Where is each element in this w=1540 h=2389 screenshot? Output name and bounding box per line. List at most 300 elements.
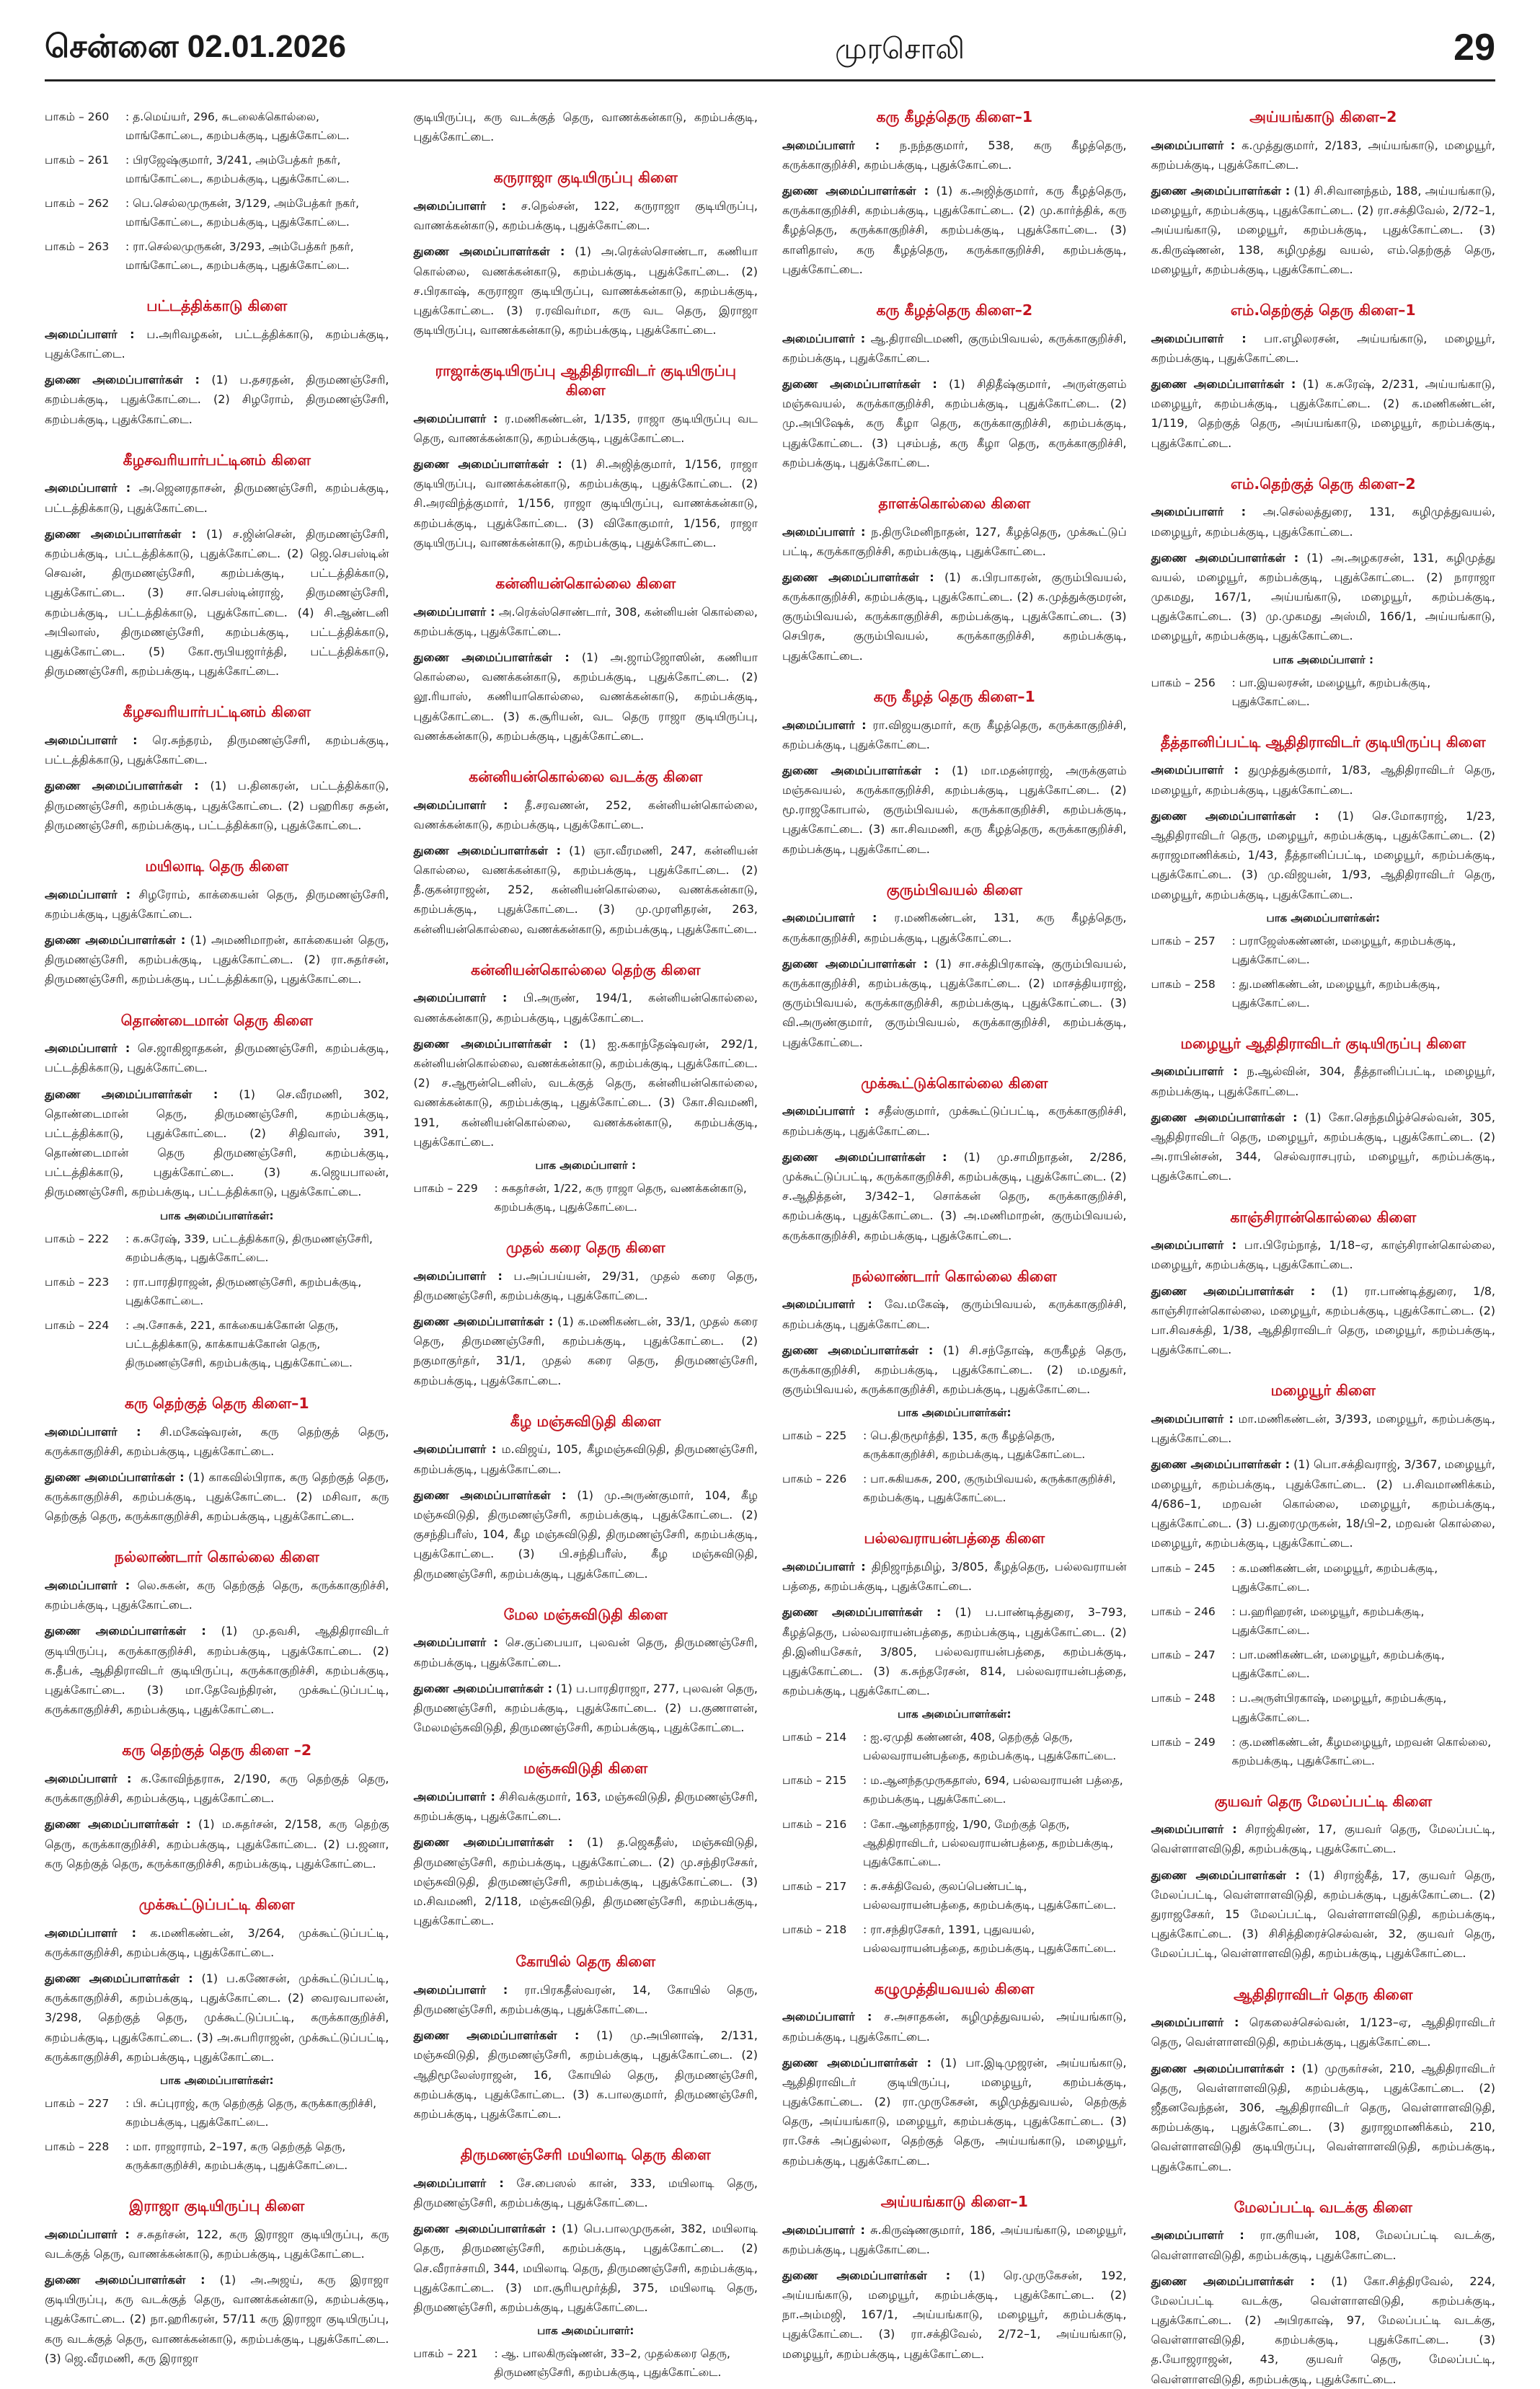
booth-part-row bbox=[782, 1920, 1127, 1958]
branch-heading: பட்டத்திக்காடு கிளை bbox=[146, 297, 288, 315]
office-bearer-entry bbox=[1151, 136, 1496, 175]
booth-part-holder: : த.மெய்யர், 296, சுடலைக்கொல்லை, மாங்கோட்டை, கறம்பக்குடி, புதுக்கோட்டை. bbox=[125, 110, 350, 143]
role-holders: ரா.விஜயகுமார், கரு கீழத்தெரு, கருக்காகுறிச்சி, கறம்பக்குடி, புதுக்கோட்டை. bbox=[782, 717, 1127, 751]
column-4 bbox=[1151, 107, 1496, 2386]
booth-part-row bbox=[782, 1877, 1127, 1915]
role-label: அமைப்பாளர் : bbox=[45, 1041, 130, 1056]
role-label: அமைப்பாளர் : bbox=[45, 1772, 132, 1786]
branch-section bbox=[45, 1741, 389, 1873]
office-bearer-entry bbox=[782, 2220, 1127, 2259]
newspaper-name: முரசொலி bbox=[835, 32, 965, 66]
role-holders: ந.ஆல்வின், 304, தீத்தானிப்பட்டி, மழையூர், கறம்பக்குடி, புதுக்கோட்டை. bbox=[1151, 1064, 1496, 1098]
role-holders: (1) அமணிமாறன், காக்கையன் தெரு, திருமணஞ்சேரி, கறம்பக்குடி, புதுக்கோட்டை. (2) ரா.சுதர்சன், திருமணஞ்சேரி, கறம்பக்குடி, பட்டத்திக்காடு, புதுக்கோட்டை. bbox=[45, 932, 389, 986]
office-bearer-entry bbox=[782, 715, 1127, 754]
office-bearer-entry bbox=[414, 2219, 758, 2317]
role-label: துணை அமைப்பாளர்கள் : bbox=[1151, 1868, 1300, 1882]
branch-heading: நல்லாண்டார் கொல்லை கிளை bbox=[114, 1548, 319, 1566]
booth-part-holder: : பா.இயலரசன், மழையூர், கறம்பக்குடி, புதுக்கோட்டை. bbox=[1231, 676, 1431, 708]
branch-section bbox=[1151, 301, 1496, 453]
branch-heading: மயிலாடி தெரு கிளை bbox=[145, 857, 289, 875]
booth-part-holder: : அ.சோசுக், 221, காக்கையக்கோன் தெரு, பட்டத்திக்காடு, காக்காயக்கோன் தெரு, திருமணஞ்சேரி, கறம்பக்குடி, புதுக்கோட்டை. bbox=[125, 1318, 353, 1369]
office-bearer-entry bbox=[414, 602, 758, 641]
branch-heading: கழுமுத்தியவயல் கிளை bbox=[874, 1979, 1035, 1997]
booth-part-holder: : கு.மணிகண்டன், கீழமழையூர், மறவன் கொல்லை, கறம்பக்குடி, புதுக்கோட்டை. bbox=[1231, 1735, 1492, 1767]
booth-part-row bbox=[782, 1470, 1127, 1507]
role-holders: லெ.சுகன், கரு தெற்குத் தெரு, கருக்காகுறிச்சி, கறம்பக்குடி, புதுக்கோட்டை. bbox=[45, 1578, 389, 1612]
role-holders: குடியிருப்பு, கரு வடக்குத் தெரு, வாணக்கன்காடு, கறம்பக்குடி, புதுக்கோட்டை. bbox=[413, 110, 758, 144]
branch-section bbox=[1151, 733, 1496, 1012]
branch-section bbox=[1151, 1985, 1496, 2176]
role-holders: பி.அருண், 194/1, கன்னியன்கொல்லை, வணக்கன்காடு, கறம்பக்குடி, புதுக்கோட்டை. bbox=[413, 991, 758, 1025]
column-1 bbox=[45, 107, 389, 2367]
role-label: அமைப்பாளர் : bbox=[1151, 505, 1246, 519]
booth-part-row bbox=[1151, 1559, 1496, 1597]
role-holders: (1) மா.மதன்ராஜ், அருக்குளம் மஞ்சுவயல், கருக்காகுறிச்சி, கறம்பக்குடி, புதுக்கோட்டை. (2) மூ.ராஜகோபால், குரும்பிவயல், கருக்காகுறிச்சி, கறம்பக்குடி, புதுக்கோட்டை. (3) கா.சிவமணி, கரு கீழத்தெரு, கருக்காகுறிச்சி, கறம்பக்குடி, புதுக்கோட்டை. bbox=[782, 763, 1127, 856]
branch-section bbox=[1151, 107, 1496, 279]
office-bearer-entry bbox=[414, 648, 758, 746]
office-bearer-entry bbox=[1151, 2271, 1496, 2389]
branch-section bbox=[414, 168, 758, 340]
branch-section bbox=[414, 1952, 758, 2124]
branch-heading: முக்கூட்டுக்கொல்லை கிளை bbox=[861, 1074, 1048, 1092]
office-bearer-entry bbox=[45, 930, 389, 989]
role-holders: (1) சிதிதீஷ்குமார், அருள்குளம் மஞ்சுவயல், கருக்காகுறிச்சி, கறம்பக்குடி, புதுக்கோட்டை. (2) மு.அபிஷேக், கரு கீழா தெரு, கருக்காகுறிச்சி, கறம்பக்குடி, புதுக்கோட்டை. (3) புசம்பத், கரு கீழா தெரு, கருக்காகுறிச்சி, கறம்பக்குடி, புதுக்கோட்டை. bbox=[782, 376, 1127, 469]
page-number: 29 bbox=[1453, 27, 1495, 69]
office-bearer-entry bbox=[45, 1085, 389, 1202]
role-label: அமைப்பாளர் : bbox=[45, 327, 135, 341]
role-label: அமைப்பாளர் : bbox=[413, 1982, 508, 1997]
branch-section bbox=[1151, 1381, 1496, 1770]
office-bearer-entry bbox=[1151, 1108, 1496, 1186]
role-label: அமைப்பாளர் : bbox=[45, 733, 138, 747]
booth-sub-heading: பாக அமைப்பாளர்: bbox=[537, 2324, 634, 2338]
office-bearer-entry bbox=[1151, 181, 1496, 279]
role-holders: ச.சுதர்சன், 122, கரு இராஜா குடியிருப்பு, கரு வடக்குத் தெரு, வாணக்கன்காடு, கறம்பக்குடி, புதுக்கோட்டை. bbox=[45, 2227, 389, 2261]
role-label: துணை அமைப்பாளர்கள் : bbox=[782, 1343, 934, 1357]
booth-part-number: பாகம் – 228 bbox=[45, 2139, 110, 2153]
branch-section bbox=[45, 451, 389, 681]
branch-section bbox=[45, 1394, 389, 1527]
booth-part-number: பாகம் – 262 bbox=[45, 197, 110, 211]
role-holders: க.கோவிந்தராசு, 2/190, கரு தெற்குத் தெரு, கருக்காகுறிச்சி, கறம்பக்குடி, புதுக்கோட்டை. bbox=[45, 1772, 389, 1806]
role-label: அமைப்பாளர் : bbox=[45, 1578, 130, 1593]
role-label: துணை அமைப்பாளர்கள் : bbox=[45, 2273, 205, 2287]
role-label: துணை அமைப்பாளர்கள் : bbox=[413, 2222, 557, 2236]
office-bearer-entry bbox=[414, 795, 758, 834]
booth-part-holder: : பிரஜேஷ்குமார், 3/241, அம்பேத்கர் நகர், மாங்கோட்டை, கறம்பக்குடி, புதுக்கோட்டை. bbox=[125, 154, 350, 186]
role-holders: (1) மு.சாமிநாதன், 2/286, முக்கூட்டுப்பட்டி, கருக்காகுறிச்சி, கறம்பக்குடி, புதுக்கோட்டை. (2) ச.ஆதித்தன், 3/342–1, சொக்கன் தெரு, கருக்காகுறிச்சி, கறம்பக்குடி, புதுக்கோட்டை. (3) அ.மணிமாறன், குரும்பிவயல், கருக்காகுறிச்சி, கறம்பக்குடி, புதுக்கோட்டை. bbox=[782, 1149, 1127, 1242]
booth-part-number: பாகம் – 223 bbox=[45, 1275, 110, 1289]
branch-section bbox=[414, 361, 758, 552]
role-holders: அ.செல்லத்துரை, 131, கழிமுத்துவயல், மழையூர், கறம்பக்குடி, புதுக்கோட்டை. bbox=[1151, 505, 1496, 539]
office-bearer-entry bbox=[1151, 2059, 1496, 2176]
role-holders: (1) க.மணிகண்டன், 33/1, முதல் கரை தெரு, திருமணஞ்சேரி, கறம்பக்குடி, புதுக்கோட்டை. (2) நகுமாகுர்தர், 31/1, முதல் கரை தெரு, திருமணஞ்சேரி, கறம்பக்குடி, புதுக்கோட்டை. bbox=[413, 1315, 758, 1387]
role-label: துணை அமைப்பாளர்கள் : bbox=[413, 1681, 553, 1695]
role-holders: (1) ரா.பாண்டித்துரை, 1/8, காஞ்சிரான்கொல்லை, மழையூர், கறம்பக்குடி, புதுக்கோட்டை. (2) பா.சிவசக்தி, 1/38, ஆதிதிராவிடர் தெரு, மழையூர், கறம்பக்குடி, புதுக்கோட்டை. bbox=[1151, 1284, 1495, 1357]
role-holders: வே.மகேஷ், குரும்பிவயல், கருக்காகுறிச்சி, கறம்பக்குடி, புதுக்கோட்டை. bbox=[782, 1297, 1127, 1331]
office-bearer-entry bbox=[45, 1467, 389, 1527]
role-label: அமைப்பாளர் : bbox=[413, 1789, 495, 1803]
branch-heading: கரு தெற்குத் தெரு கிளை –2 bbox=[122, 1741, 312, 1759]
office-bearer-entry bbox=[1151, 1819, 1496, 1858]
role-label: துணை அமைப்பாளர்கள் : bbox=[45, 1971, 193, 1985]
role-label: அமைப்பாளர் : bbox=[45, 481, 131, 495]
branch-heading: திருமணஞ்சேரி மயிலாடி தெரு கிளை bbox=[460, 2146, 711, 2164]
role-holders: சி.மகேஷ்வரன், கரு தெற்குத் தெரு, கருக்காகுறிச்சி, கறம்பக்குடி, புதுக்கோட்டை. bbox=[45, 1424, 389, 1458]
branch-section bbox=[1151, 474, 1496, 711]
role-holders: (1) காகவில்பிராக, கரு தெற்குத் தெரு, கருக்காகுறிச்சி, கறம்பக்குடி, புதுக்கோட்டை. (2) மசிவா, கரு தெற்குத் தெரு, கருக்காகுறிச்சி, கறம்பக்குடி, புதுக்கோட்டை. bbox=[45, 1470, 389, 1524]
role-label: துணை அமைப்பாளர்கள் : bbox=[1151, 1110, 1298, 1124]
role-label: துணை அமைப்பாளர்கள் : bbox=[413, 2028, 580, 2043]
role-holders: ப.அப்பய்யன், 29/31, முதல் கரை தெரு, திருமணஞ்சேரி, கறம்பக்குடி, புதுக்கோட்டை. bbox=[413, 1268, 758, 1302]
role-label: அமைப்பாளர் : bbox=[413, 798, 508, 812]
booth-part-number: பாகம் – 218 bbox=[782, 1922, 847, 1936]
role-holders: (1) க.சுரேஷ், 2/231, அய்யங்காடு, மழையூர், கறம்பக்குடி, புதுக்கோட்டை. (2) க.மணிகண்டன், 1/119, தெற்குத் தெரு, அய்யங்காடு, மழையூர், கறம்பக்குடி, புதுக்கோட்டை. bbox=[1151, 376, 1495, 450]
branch-section bbox=[414, 961, 758, 1216]
office-bearer-entry bbox=[414, 1832, 758, 1930]
office-bearer-entry bbox=[45, 1576, 389, 1615]
branch-section bbox=[1151, 1792, 1496, 1964]
branch-heading: கரு தெற்குத் தெரு கிளை–1 bbox=[124, 1394, 309, 1412]
role-holders: (1) கோ.சித்திரவேல், 224, மேலப்பட்டி வடக்கு, வெள்ளாளவிடுதி, கறம்பக்குடி, புதுக்கோட்டை. (2) அபிரகாஷ், 97, மேலப்பட்டி வடக்கு, வெள்ளாளவிடுதி, கறம்பக்குடி, புதுக்கோட்டை. (3) த.யோஜராஜன், 43, குயவர் தெரு, மேலப்பட்டி, வெள்ளாளவிடுதி, கறம்பக்குடி, புதுக்கோட்டை. bbox=[1151, 2274, 1495, 2386]
role-holders: பா.எழிலரசன், அய்யங்காடு, மழையூர், கறம்பக்குடி, புதுக்கோட்டை. bbox=[1151, 331, 1496, 365]
role-label: துணை அமைப்பாளர்கள் : bbox=[45, 1087, 218, 1101]
branch-section bbox=[782, 880, 1127, 1052]
role-holders: ப.அரிவழகன், பட்டத்திக்காடு, கறம்பக்குடி, புதுக்கோட்டை. bbox=[45, 327, 389, 361]
role-holders: துமுத்துக்குமார், 1/83, ஆதிதிராவிடர் தெரு, மழையூர், கறம்பக்குடி, புதுக்கோட்டை. bbox=[1151, 763, 1496, 797]
role-label: அமைப்பாளர் : bbox=[413, 411, 498, 425]
booth-part-row bbox=[45, 237, 389, 275]
booth-sub-heading: பாக அமைப்பாளர் : bbox=[535, 1158, 636, 1172]
role-holders: சிழரோம், காக்கையன் தெரு, திருமணஞ்சேரி, கறம்பக்குடி, புதுக்கோட்டை. bbox=[45, 887, 389, 921]
role-holders: (1) க.அஜித்குமார், கரு கீழத்தெரு, கருக்காகுறிச்சி, கறம்பக்குடி, புதுக்கோட்டை. (2) மு.கார்த்திக், கரு கீழத்தெரு, கருக்காகுறிச்சி, கறம்பக்குடி, புதுக்கோட்டை. (3) காளிதாஸ், கரு கீழத்தெரு, கருக்காகுறிச்சி, கறம்பக்குடி, புதுக்கோட்டை. bbox=[782, 184, 1127, 276]
booth-part-holder: : பெ.செல்லமுருகன், 3/129, அம்பேத்கர் நகர், மாங்கோட்டை, கறம்பக்குடி, புதுக்கோட்டை. bbox=[125, 197, 360, 229]
office-bearer-entry bbox=[1151, 2013, 1496, 2052]
office-bearer-entry bbox=[414, 988, 758, 1027]
booth-part-number: பாகம் – 226 bbox=[782, 1472, 847, 1486]
booth-part-holder: : பெ.திருமூர்த்தி, 135, கரு கீழத்தெரு, கருக்காகுறிச்சி, கறம்பக்குடி, புதுக்கோட்டை. bbox=[863, 1429, 1086, 1462]
role-label: துணை அமைப்பாளர்கள் : bbox=[45, 1470, 185, 1484]
role-holders: செ.குப்பையா, புலவன் தெரு, திருமணஞ்சேரி, கறம்பக்குடி, புதுக்கோட்டை. bbox=[413, 1635, 758, 1669]
column-2 bbox=[413, 107, 758, 2380]
role-holders: (1) ஞா.வீரமணி, 247, கன்னியன் கொல்லை, வணக்கன்காடு, கறம்பக்குடி, புதுக்கோட்டை. (2) தீ.குகன்ராஜன், 252, கன்னியன்கொல்லை, வணக்கன்காடு, கறம்பக்குடி, புதுக்கோட்டை. (3) மு.முரளிதரன், 263, கன்னியன்கொல்லை, வணக்கன்காடு, கறம்பக்குடி, புதுக்கோட்டை. bbox=[413, 843, 758, 936]
booth-part-holder: : து.மணிகண்டன், மழையூர், கறம்பக்குடி, புதுக்கோட்டை. bbox=[1231, 977, 1441, 1010]
office-bearer-entry bbox=[1151, 502, 1496, 541]
role-label: அமைப்பாளர் : bbox=[1151, 1822, 1237, 1837]
office-bearer-entry bbox=[414, 1485, 758, 1584]
branch-section bbox=[414, 767, 758, 939]
booth-part-row bbox=[414, 2344, 758, 2382]
office-bearer-entry bbox=[782, 1147, 1127, 1245]
role-holders: ம.விஜய், 105, கீழமஞ்சுவிடுதி, திருமணஞ்சேரி, கறம்பக்குடி, புதுக்கோட்டை. bbox=[413, 1442, 758, 1476]
office-bearer-entry bbox=[782, 1101, 1127, 1140]
role-holders: அ.ஜெனரதாசன், திருமணஞ்சேரி, கறம்பக்குடி, பட்டத்திக்காடு, புதுக்கோட்டை. bbox=[45, 481, 389, 515]
role-label: அமைப்பாளர் : bbox=[1151, 1064, 1238, 1079]
office-bearer-entry bbox=[782, 522, 1127, 561]
office-bearer-entry bbox=[782, 908, 1127, 947]
branch-heading: கன்னியன்கொல்லை கிளை bbox=[495, 574, 676, 592]
role-holders: (1) பா.இடிமுஜரன், அய்யங்காடு, ஆதிதிராவிடர் குடியிருப்பு, மழையூர், கறம்பக்குடி, புதுக்கோட்டை. (2) ரா.முருகேசன், கழிமுத்துவயல், தெற்குத் தெரு, அய்யங்காடு, மழையூர், கறம்பக்குடி, புதுக்கோட்டை. (3) ரா.சேக் அப்துல்லா, தெற்குத் தெரு, அய்யங்காடு, மழையூர், கறம்பக்குடி, புதுக்கோட்டை. bbox=[782, 2055, 1127, 2168]
booth-part-row bbox=[45, 151, 389, 188]
branch-heading: முதல் கரை தெரு கிளை bbox=[505, 1239, 665, 1257]
office-bearer-entry bbox=[414, 1980, 758, 2019]
role-holders: சிசிவக்குமார், 163, மஞ்சுவிடுதி, திருமணஞ்சேரி, கறம்பக்குடி, புதுக்கோட்டை. bbox=[413, 1789, 758, 1824]
branch-section bbox=[414, 107, 758, 146]
branch-heading: மேலப்பட்டி வடக்கு கிளை bbox=[1234, 2198, 1412, 2216]
booth-part-number: பாகம் – 258 bbox=[1151, 977, 1216, 991]
role-label: அமைப்பாளர் : bbox=[782, 2010, 872, 2024]
role-holders: ர.மணிகண்டன், 131, கரு கீழத்தெரு, கருக்காகுறிச்சி, கறம்பக்குடி, புதுக்கோட்டை. bbox=[782, 911, 1127, 945]
booth-part-row bbox=[782, 1815, 1127, 1871]
booth-part-holder: : பா.மணிகண்டன், மழையூர், கறம்பக்குடி, புதுக்கோட்டை. bbox=[1231, 1648, 1445, 1681]
office-bearer-entry bbox=[45, 524, 389, 681]
role-label: துணை அமைப்பாளர்கள் : bbox=[45, 373, 200, 387]
role-label: துணை அமைப்பாளர்கள் : bbox=[413, 1835, 573, 1850]
role-holders: (1) பெ.பாலமுருகன், 382, மயிலாடி தெரு, திருமணஞ்சேரி, கறம்பக்குடி, புதுக்கோட்டை. (2) செ.வீராச்சாமி, 344, மயிலாடி தெரு, திருமணஞ்சேரி, கறம்பக்குடி, புதுக்கோட்டை. (3) மா.சூரியமூர்த்தி, 375, மயிலாடி தெரு, திருமணஞ்சேரி, கறம்பக்குடி, புதுக்கோட்டை. bbox=[413, 2222, 758, 2314]
role-holders: (1) சி.சந்தோஷ், கருகீழத் தெரு, கருக்காகுறிச்சி, கறம்பக்குடி, புதுக்கோட்டை. (2) ம.மதுகர், குரும்பிவயல், கருக்காகுறிச்சி, கறம்பக்குடி, புதுக்கோட்டை. bbox=[782, 1343, 1127, 1397]
branch-heading: அய்யங்காடு கிளை–2 bbox=[1249, 108, 1397, 125]
office-bearer-entry bbox=[782, 1557, 1127, 1596]
office-bearer-entry bbox=[782, 761, 1127, 859]
booth-part-number: பாகம் – 227 bbox=[45, 2096, 110, 2110]
office-bearer-entry bbox=[45, 1923, 389, 1962]
role-label: துணை அமைப்பாளர்கள் : bbox=[413, 1488, 567, 1502]
booth-part-holder: : ப.அருள்பிரகாஷ், மழையூர், கறம்பக்குடி, புதுக்கோட்டை. bbox=[1231, 1692, 1447, 1724]
branch-section bbox=[45, 702, 389, 835]
role-holders: சு.கிருஷ்ணகுமார், 186, அய்யங்காடு, மழையூர், கறம்பக்குடி, புதுக்கோட்டை. bbox=[782, 2222, 1127, 2256]
booth-sub-heading: பாக அமைப்பாளர்கள்: bbox=[898, 1708, 1012, 1721]
branch-section bbox=[45, 1011, 389, 1372]
branch-heading: எம்.தெற்குத் தெரு கிளை–1 bbox=[1230, 301, 1416, 319]
booth-part-number: பாகம் – 247 bbox=[1151, 1648, 1216, 1662]
role-holders: ஆ.திராவிடமணி, குரும்பிவயல், கருக்காகுறிச்சி, கறம்பக்குடி, புதுக்கோட்டை. bbox=[782, 331, 1127, 365]
role-holders: (1) சி.அஜித்குமார், 1/156, ராஜா குடியிருப்பு, வாணக்கன்காடு, கறம்பக்குடி, புதுக்கோட்டை. (2) சி.அரவிந்த்குமார், 1/156, ராஜா குடியிருப்பு, வாணக்கன்காடு, கறம்பக்குடி, புதுக்கோட்டை. (3) விகோகுமார், 1/156, ராஜா குடியிருப்பு, வாணக்கன்காடு, கறம்பக்குடி, புதுக்கோட்டை. bbox=[413, 456, 758, 549]
booth-part-row bbox=[782, 1426, 1127, 1464]
booth-sub-heading: பாக அமைப்பாளர் : bbox=[1273, 653, 1373, 666]
role-holders: சிராஜ்கிரண், 17, குயவர் தெரு, மேலப்பட்டி, வெள்ளாளவிடுதி, கறம்பக்குடி, புதுக்கோட்டை. bbox=[1151, 1822, 1496, 1856]
role-holders: (1) த.ஜெகதீஸ், மஞ்சுவிடுதி, திருமணஞ்சேரி, கறம்பக்குடி, புதுக்கோட்டை. (2) மு.சந்திரசேகர், மஞ்சுவிடுதி, திருமணஞ்சேரி, கறம்பக்குடி, புதுக்கோட்டை. (3) ம.சிவமணி, 2/118, மஞ்சுவிடுதி, திருமணஞ்சேரி, கறம்பக்குடி, புதுக்கோட்டை. bbox=[413, 1835, 758, 1928]
branch-heading: எம்.தெற்குத் தெரு கிளை–2 bbox=[1230, 474, 1416, 493]
role-holders: (1) மு.அபினாஷ், 2/131, மஞ்சுவிடுதி, திருமணஞ்சேரி, கறம்பக்குடி, புதுக்கோட்டை. (2) ஆதிமூலேஸ்ராஜன், 16, கோயில் தெரு, திருமணஞ்சேரி, கறம்பக்குடி, புதுக்கோட்டை. (3) க.பாலகுமார், திருமணஞ்சேரி, கறம்பக்குடி, புதுக்கோட்டை. bbox=[413, 2028, 758, 2121]
branch-section bbox=[414, 1759, 758, 1930]
role-label: அமைப்பாளர் : bbox=[413, 604, 495, 619]
branch-heading: மழையூர் ஆதிதிராவிடர் குடியிருப்பு கிளை bbox=[1180, 1034, 1466, 1052]
branch-heading: முக்கூட்டுப்பட்டி கிளை bbox=[138, 1895, 295, 1913]
role-label: துணை அமைப்பாளர்கள் : bbox=[45, 526, 197, 541]
branch-section bbox=[45, 2196, 389, 2368]
booth-part-number: பாகம் – 222 bbox=[45, 1232, 110, 1245]
office-bearer-entry bbox=[1151, 2225, 1496, 2264]
booth-part-row bbox=[414, 1179, 758, 1216]
booth-part-holder: : ம.ஆனந்தமுருகதாஸ், 694, பல்லவராயன் பத்தை, கறம்பக்குடி, புதுக்கோட்டை. bbox=[863, 1774, 1123, 1806]
role-label: துணை அமைப்பாளர்கள் : bbox=[782, 1149, 947, 1164]
branch-heading: ராஜாக்குடியிருப்பு ஆதிதிராவிடர் குடியிருப்பு கிளை bbox=[435, 362, 737, 399]
role-label: அமைப்பாளர் : bbox=[45, 2227, 130, 2241]
booth-part-row bbox=[45, 2094, 389, 2132]
branch-heading: கீழசவரியார்பட்டினம் கிளை bbox=[123, 451, 311, 469]
office-bearer-entry bbox=[45, 1969, 389, 2067]
booth-part-holder: : பி. சுப்புராஜ், கரு தெற்குத் தெரு, கருக்காகுறிச்சி, கறம்பக்குடி, புதுக்கோட்டை. bbox=[125, 2096, 377, 2129]
booth-part-row bbox=[45, 1229, 389, 1267]
branch-heading: கரு கீழத்தெரு கிளை–1 bbox=[876, 108, 1033, 125]
role-holders: (1) அ.ரெக்ஸ்சொண்டா, கணியா கொல்லை, வணக்கன்காடு, கறம்பக்குடி, புதுக்கோட்டை. (2) ச.பிரகாஷ், கருராஜா குடியிருப்பு, வாணக்கன்காடு, கறம்பக்குடி, புதுக்கோட்டை. (3) ர.ரவிவர்மா, கரு வட தெரு, இராஜா குடியிருப்பு, வாணக்கன்காடு, கறம்பக்குடி, புதுக்கோட்டை. bbox=[413, 244, 758, 337]
branch-heading: மஞ்சுவிடுதி கிளை bbox=[523, 1759, 648, 1778]
branch-section bbox=[45, 296, 389, 429]
branch-section bbox=[414, 2145, 758, 2382]
booth-part-number: பாகம் – 257 bbox=[1151, 934, 1216, 948]
office-bearer-entry bbox=[782, 374, 1127, 472]
branch-heading: மேல மஞ்சுவிடுதி கிளை bbox=[503, 1605, 668, 1623]
booth-part-holder: : ஆ. பாலகிருஷ்ணன், 33–2, முதல்கரை தெரு, திருமணஞ்சேரி, கறம்பக்குடி, புதுக்கோட்டை. bbox=[494, 2347, 730, 2380]
branch-heading: தாளக்கொல்லை கிளை bbox=[878, 494, 1031, 512]
office-bearer-entry bbox=[782, 136, 1127, 175]
booth-part-number: பாகம் – 215 bbox=[782, 1774, 847, 1788]
column-3 bbox=[782, 107, 1127, 2367]
role-label: துணை அமைப்பாளர்கள் : bbox=[413, 244, 565, 259]
role-label: துணை அமைப்பாளர்கள் : bbox=[1151, 1284, 1316, 1298]
role-label: அமைப்பாளர் : bbox=[1151, 2015, 1239, 2030]
booth-part-holder: : பா.சுகியசுசு, 200, குரும்பிவயல், கருக்காகுறிச்சி, கறம்பக்குடி, புதுக்கோட்டை. bbox=[863, 1472, 1116, 1505]
role-holders: (1) பொ.சக்திவராஜ், 3/367, மழையூர், மழையூர், கறம்பக்குடி, புதுக்கோட்டை. (2) ப.சிவமாணிக்கம், 4/686–1, மறவன் கொல்லை, மழையூர், கறம்பக்குடி, புதுக்கோட்டை. (3) ப.துரைமுருகன், 18/பி–2, மறவன் கொல்லை, மழையூர், கறம்பக்குடி, புதுக்கோட்டை. bbox=[1151, 1457, 1495, 1550]
booth-part-number: பாகம் – 260 bbox=[45, 110, 110, 123]
role-label: துணை அமைப்பாளர்கள் : bbox=[782, 2268, 951, 2282]
role-label: துணை அமைப்பாளர்கள் : bbox=[1151, 376, 1296, 391]
role-label: துணை அமைப்பாளர்கள் : bbox=[413, 843, 561, 857]
role-label: துணை அமைப்பாளர்கள் : bbox=[413, 1036, 568, 1051]
role-label: அமைப்பாளர் : bbox=[1151, 763, 1239, 777]
role-label: துணை அமைப்பாளர்கள் : bbox=[782, 763, 939, 777]
booth-part-holder: : சுகதர்சன், 1/22, கரு ராஜா தெரு, வணக்கன்காடு, கறம்பக்குடி, புதுக்கோட்டை. bbox=[494, 1181, 747, 1214]
booth-part-row bbox=[45, 107, 389, 145]
branch-heading: கரு கீழத் தெரு கிளை–1 bbox=[873, 687, 1035, 705]
branch-section bbox=[782, 301, 1127, 472]
booth-part-row bbox=[1151, 1646, 1496, 1683]
role-holders: (1) ச.ஜின்சென், திருமணஞ்சேரி, கறம்பக்குடி, பட்டத்திக்காடு, புதுக்கோட்டை. (2) ஜெ.செபஸ்டின் செவன், திருமணஞ்சேரி, கறம்பக்குடி, பட்டத்திக்காடு, புதுக்கோட்டை. (3) சா.செபஸ்டின்ராஜ், திருமணஞ்சேரி, கறம்பக்குடி, பட்டத்திக்காடு, புதுக்கோட்டை. (4) சி.ஆண்டனி அபிலாஸ், திருமணஞ்சேரி, கறம்பக்குடி, பட்டத்திக்காடு, புதுக்கோட்டை. (5) கோ.ரூபியஜார்த்தி, பட்டத்திக்காடு, திருமணஞ்சேரி, கறம்பக்குடி, புதுக்கோட்டை. bbox=[45, 526, 389, 679]
booth-part-number: பாகம் – 246 bbox=[1151, 1605, 1216, 1619]
role-label: அமைப்பாளர் : bbox=[782, 1104, 869, 1118]
role-holders: சே.பைஸல் கான், 333, மயிலாடி தெரு, திருமணஞ்சேரி, கறம்பக்குடி, புதுக்கோட்டை. bbox=[413, 2176, 758, 2210]
role-label: துணை அமைப்பாளர்கள் : bbox=[1151, 808, 1319, 823]
office-bearer-entry bbox=[45, 1769, 389, 1808]
role-holders: (1) க.பிரபாகரன், குரும்பிவயல், கருக்காகுறிச்சி, கறம்பக்குடி, புதுக்கோட்டை. (2) க.முத்துக்குமரன், குரும்பிவயல், கருக்காகுறிச்சி, கறம்பக்குடி, புதுக்கோட்டை. (3) செபிரசு, குரும்பிவயல், கருக்காகுறிச்சி, கறம்பக்குடி, புதுக்கோட்டை. bbox=[782, 570, 1127, 663]
booth-part-holder: : ப.ஹரிஹரன், மழையூர், கறம்பக்குடி, புதுக்கோட்டை. bbox=[1231, 1605, 1425, 1638]
office-bearer-entry bbox=[782, 1294, 1127, 1333]
office-bearer-entry bbox=[414, 841, 758, 939]
role-holders: (1) மு.தவசி, ஆதிதிராவிடர் குடியிருப்பு, கருக்காகுறிச்சி, கறம்பக்குடி, புதுக்கோட்டை. (2) க.தீபக், ஆதிதிராவிடர் குடியிருப்பு, கருக்காகுறிச்சி, கறம்பக்குடி, புதுக்கோட்டை. (3) மா.தேவேந்திரன், முக்கூட்டுப்பட்டி, கருக்காகுறிச்சி, கறம்பக்குடி, புதுக்கோட்டை. bbox=[45, 1624, 389, 1717]
branch-heading: இராஜா குடியிருப்பு கிளை bbox=[129, 2197, 305, 2215]
branch-section bbox=[45, 857, 389, 989]
booth-sub-heading: பாக அமைப்பாளர்கள்: bbox=[898, 1406, 1012, 1420]
booth-part-number: பாகம் – 229 bbox=[413, 1181, 478, 1195]
office-bearer-entry bbox=[1151, 1454, 1496, 1553]
office-bearer-entry bbox=[1151, 760, 1496, 799]
role-holders: க.மணிகண்டன், 3/264, முக்கூட்டுப்பட்டி, கருக்காகுறிச்சி, கறம்பக்குடி, புதுக்கோட்டை. bbox=[45, 1925, 389, 1959]
office-bearer-entry bbox=[782, 568, 1127, 666]
office-bearer-entry bbox=[1151, 806, 1496, 904]
branch-section bbox=[1151, 1208, 1496, 1360]
office-bearer-entry bbox=[782, 954, 1127, 1052]
role-label: துணை அமைப்பாளர்கள் : bbox=[45, 779, 199, 793]
branch-section bbox=[782, 494, 1127, 666]
office-bearer-entry bbox=[782, 1341, 1127, 1400]
booth-part-holder: : கோ.ஆனந்தராஜ், 1/90, மேற்குத் தெரு, ஆதிதிராவிடர், பல்லவராயன்பத்தை, கறம்பக்குடி, புதுக்கோட்டை. bbox=[863, 1817, 1114, 1868]
branch-heading: கன்னியன்கொல்லை வடக்கு கிளை bbox=[469, 767, 703, 785]
booth-part-holder: : சு.சக்திவேல், குலப்பெண்பட்டி, பல்லவராயன்பத்தை, கறம்பக்குடி, புதுக்கோட்டை. bbox=[863, 1879, 1117, 1912]
office-bearer-entry bbox=[414, 454, 758, 552]
role-label: துணை அமைப்பாளர்கள் : bbox=[782, 570, 934, 584]
role-label: அமைப்பாளர் : bbox=[782, 1297, 872, 1312]
role-holders: க.முத்துகுமார், 2/183, அய்யங்காடு, மழையூர், கறம்பக்குடி, புதுக்கோட்டை. bbox=[1151, 138, 1496, 172]
branch-section bbox=[782, 1267, 1127, 1508]
office-bearer-entry bbox=[45, 885, 389, 924]
booth-part-number: பாகம் – 217 bbox=[782, 1879, 847, 1893]
booth-part-number: பாகம் – 249 bbox=[1151, 1735, 1216, 1749]
office-bearer-entry bbox=[782, 181, 1127, 279]
office-bearer-entry bbox=[1151, 548, 1496, 646]
role-holders: (1) ப.கணேசன், முக்கூட்டுப்பட்டி, கருக்காகுறிச்சி, கறம்பக்குடி, புதுக்கோட்டை. (2) வைரவபாலன், 3/298, தெற்குத் தெரு, முக்கூட்டுப்பட்டி, கருக்காகுறிச்சி, கறம்பக்குடி, புதுக்கோட்டை. (3) அ.சுபரிராஜன், முக்கூட்டுப்பட்டி, கருக்காகுறிச்சி, கறம்பக்குடி, புதுக்கோட்டை. bbox=[45, 1971, 389, 2064]
office-bearer-entry bbox=[45, 1038, 389, 1077]
role-holders: ந.திருமேனிநாதன், 127, கீழத்தெரு, முக்கூட்டுப் பட்டி, கருக்காகுறிச்சி, கறம்பக்குடி, புதுக்கோட்டை. bbox=[782, 524, 1127, 558]
booth-part-number: பாகம் – 245 bbox=[1151, 1562, 1216, 1576]
role-label: துணை அமைப்பாளர்கள் : bbox=[1151, 1457, 1290, 1472]
role-holders: அ.ரெக்ஸ்சொண்டார், 308, கன்னியன் கொல்லை, கறம்பக்குடி, புதுக்கோட்டை. bbox=[413, 604, 758, 638]
role-label: துணை அமைப்பாளர்கள் : bbox=[45, 932, 186, 947]
role-holders: ரா.குரியன், 108, மேலப்பட்டி வடக்கு, வெள்ளாளவிடுதி, கறம்பக்குடி, புதுக்கோட்டை. bbox=[1151, 2228, 1496, 2262]
role-label: அமைப்பாளர் : bbox=[782, 2222, 865, 2237]
branch-heading: ஆதிதிராவிடர் தெரு கிளை bbox=[1234, 1985, 1413, 2003]
role-label: துணை அமைப்பாளர்கள் : bbox=[45, 1624, 206, 1638]
role-holders: (1) சி.சிவானந்தம், 188, அய்யங்காடு, மழையூர், கறம்பக்குடி, புதுக்கோட்டை. (2) ரா.சக்திவேல், 2/72–1, அய்யங்காடு, மழையூர், கறம்பக்குடி, புதுக்கோட்டை. (3) க.கிருஷ்ணன், 138, கழிமுத்து வயல், எம்.தெற்குத் தெரு, மழையூர், கறம்பக்குடி, புதுக்கோட்டை. bbox=[1151, 184, 1495, 276]
booth-part-row bbox=[45, 194, 389, 231]
booth-part-holder: : ரா.செல்லமுருகன், 3/293, அம்பேத்கர் நகர், மாங்கோட்டை, கறம்பக்குடி, புதுக்கோட்டை. bbox=[125, 240, 354, 273]
role-holders: (1) ப.பாண்டித்துரை, 3–793, கீழத்தெரு, பல்லவராயன்பத்தை, கறம்பக்குடி, புதுக்கோட்டை. (2) தி.இனியசேகர், 3/805, பல்லவராயன்பத்தை, கறம்பக்குடி, புதுக்கோட்டை. (3) க.சுந்தரேசன், 814, பல்லவராயன்பத்தை, கறம்பக்குடி, புதுக்கோட்டை. bbox=[782, 1605, 1127, 1698]
office-bearer-entry bbox=[414, 1633, 758, 1672]
role-label: துணை அமைப்பாளர்கள் : bbox=[1151, 550, 1299, 565]
role-holders: தீ.சரவணன், 252, கன்னியன்கொல்லை, வணக்கன்காடு, கறம்பக்குடி, புதுக்கோட்டை. bbox=[413, 798, 758, 831]
role-label: அமைப்பாளர் : bbox=[413, 991, 508, 1005]
branch-section bbox=[782, 687, 1127, 859]
role-label: துணை அமைப்பாளர்கள் : bbox=[45, 1817, 191, 1832]
office-bearer-entry bbox=[414, 1312, 758, 1390]
booth-part-holder: : ரா.பாரதிராஜன், திருமணஞ்சேரி, கறம்பக்குடி, புதுக்கோட்டை. bbox=[125, 1275, 362, 1307]
booth-part-holder: : ரா.சந்திரசேகர், 1391, புதுவயல், பல்லவராயன்பத்தை, கறம்பக்குடி, புதுக்கோட்டை. bbox=[863, 1922, 1117, 1955]
role-label: அமைப்பாளர் : bbox=[782, 1560, 866, 1574]
booth-part-row bbox=[1151, 1733, 1496, 1770]
role-label: அமைப்பாளர் : bbox=[45, 887, 131, 901]
role-holders: ச.அசாதகன், கழிமுத்துவயல், அய்யங்காடு, கறம்பக்குடி, புதுக்கோட்டை. bbox=[782, 2010, 1127, 2044]
role-label: அமைப்பாளர் : bbox=[45, 1424, 141, 1439]
branch-heading: மழையூர் கிளை bbox=[1270, 1382, 1376, 1400]
booth-part-number: பாகம் – 261 bbox=[45, 154, 110, 167]
role-holders: (1) ரெ.முருகேசன், 192, அய்யங்காடு, மழையூர், கறம்பக்குடி, புதுக்கோட்டை. (2) நா.அம்மஜி, 167/1, அய்யங்காடு, மழையூர், கறம்பக்குடி, புதுக்கோட்டை. (3) ரா.சக்திவேல், 2/72–1, அய்யங்காடு, மழையூர், கறம்பக்குடி, புதுக்கோட்டை. bbox=[782, 2268, 1127, 2361]
office-bearer-entry bbox=[1151, 329, 1496, 368]
office-bearer-entry bbox=[1151, 1061, 1496, 1100]
booth-part-row bbox=[45, 1273, 389, 1310]
branch-section bbox=[414, 1605, 758, 1738]
office-bearer-entry bbox=[45, 730, 389, 769]
role-label: துணை அமைப்பாளர்கள் : bbox=[1151, 184, 1291, 198]
office-bearer-entry bbox=[1151, 1235, 1496, 1274]
role-label: அமைப்பாளர் : bbox=[413, 199, 507, 213]
role-label: அமைப்பாளர் : bbox=[1151, 1238, 1237, 1253]
branch-section bbox=[414, 1238, 758, 1390]
branch-heading: கன்னியன்கொல்லை தெற்கு கிளை bbox=[470, 961, 701, 979]
role-label: அமைப்பாளர் : bbox=[1151, 138, 1236, 152]
office-bearer-entry bbox=[782, 2266, 1127, 2364]
role-holders: (1) சிராஜ்கீத், 17, குயவர் தெரு, மேலப்பட்டி, வெள்ளாளவிடுதி, கறம்பக்குடி, புதுக்கோட்டை. (2) துராஜசேகர், 15 மேலப்பட்டி, வெள்ளாளவிடுதி, கறம்பக்குடி, புதுக்கோட்டை. (3) சிசித்திரைச்செல்வன், 32, குயவர் தெரு, மேலப்பட்டி, வெள்ளாளவிடுதி, கறம்பக்குடி, புதுக்கோட்டை. bbox=[1151, 1868, 1495, 1961]
branch-section bbox=[782, 2192, 1127, 2364]
role-label: அமைப்பாளர் : bbox=[782, 524, 866, 539]
